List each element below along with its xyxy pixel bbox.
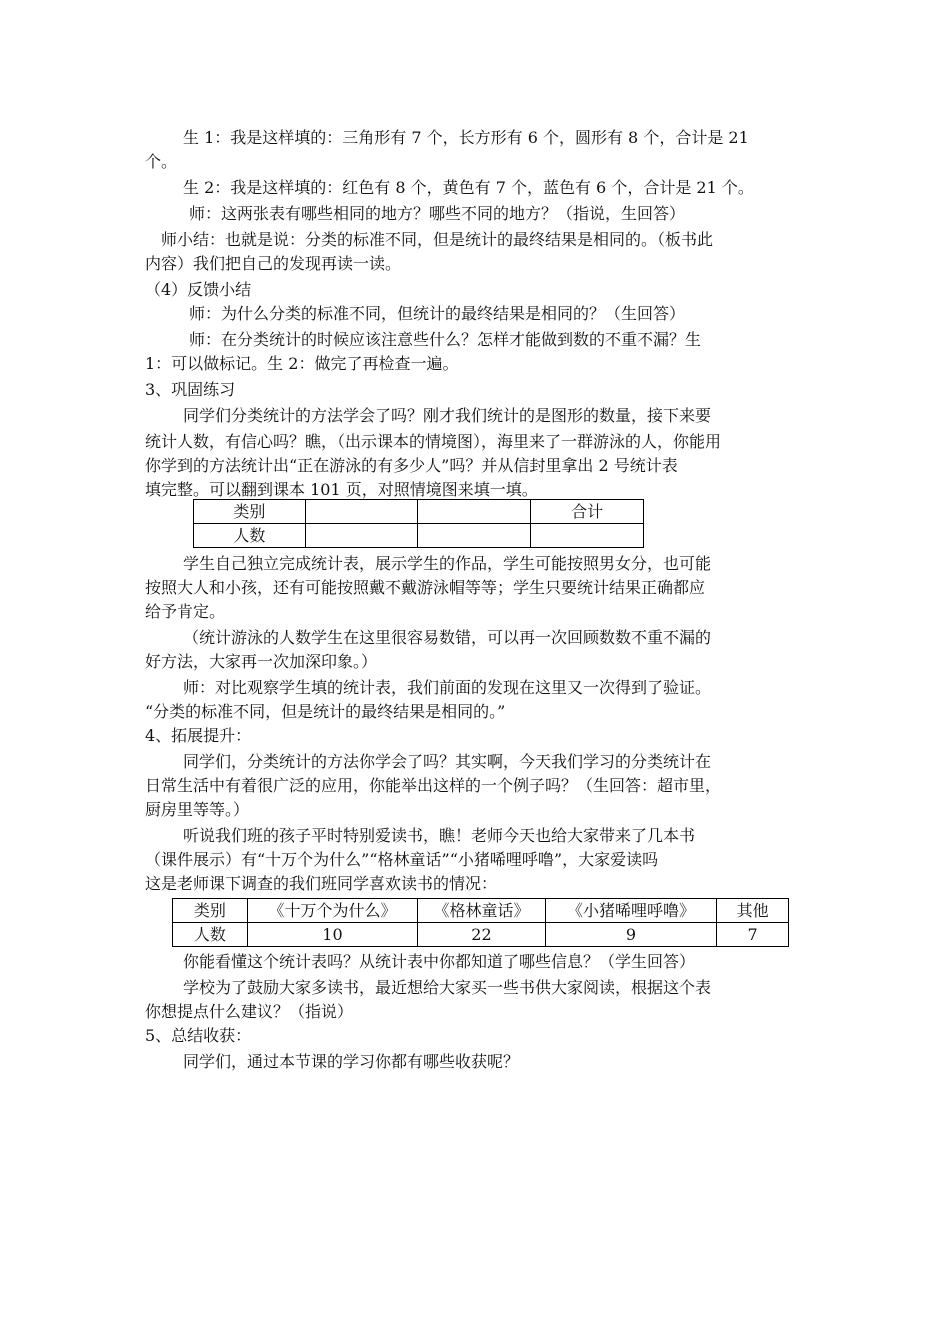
table-row xyxy=(173,899,789,923)
table-cell: 《十万个为什么》 xyxy=(247,899,417,923)
paragraph-line: 同学们分类统计的方法学会了吗？刚才我们统计的是图形的数量，接下来要 xyxy=(183,406,712,425)
paragraph-line: 师：在分类统计的时候应该注意些什么？怎样才能做到数的不重不漏？生 xyxy=(189,330,702,349)
paragraph-line: 同学们，通过本节课的学习你都有哪些收获呢？ xyxy=(183,1052,520,1071)
paragraph-line: （统计游泳的人数学生在这里很容易数错，可以再一次回顾数数不重不漏的 xyxy=(183,628,712,647)
reading-survey-table xyxy=(172,898,789,947)
table-cell: 《格林童话》 xyxy=(418,899,546,923)
paragraph-line: 师：这两张表有哪些相同的地方？哪些不同的地方？（指说，生回答） xyxy=(189,204,686,223)
paragraph-line: 厨房里等等。） xyxy=(145,800,250,819)
paragraph-line: 师：为什么分类的标准不同，但统计的最终结果是相同的？（生回答） xyxy=(189,304,686,323)
paragraph-line: 你想提点什么建议？（指说） xyxy=(145,1002,354,1021)
table-cell: 类别 xyxy=(194,500,306,524)
paragraph-line: 填完整。可以翻到课本 101 页，对照情境图来填一填。 xyxy=(145,480,538,499)
paragraph-line: 日常生活中有着很广泛的应用，你能举出这样的一个例子吗？（生回答：超市里， xyxy=(145,776,722,795)
paragraph-line: 你学到的方法统计出“正在游泳的有多少人”吗？并从信封里拿出 2 号统计表 xyxy=(145,456,678,475)
paragraph-line: （课件展示）有“十万个为什么”“格林童话”“小猪唏哩呼噜”，大家爱读吗 xyxy=(145,850,659,869)
table-row xyxy=(173,923,789,947)
table-cell: 类别 xyxy=(173,899,248,923)
section-heading: （4）反馈小结 xyxy=(145,280,252,299)
table-cell: 10 xyxy=(247,923,417,947)
table-row xyxy=(194,524,644,548)
table-cell[interactable] xyxy=(531,524,644,548)
paragraph-line: 听说我们班的孩子平时特别爱读书，瞧！老师今天也给大家带来了几本书 xyxy=(183,826,696,845)
table-cell[interactable] xyxy=(418,524,531,548)
paragraph-line: 1：可以做标记。生 2：做完了再检查一遍。 xyxy=(145,354,459,373)
paragraph-line: 你能看懂这个统计表吗？从统计表中你都知道了哪些信息？（学生回答） xyxy=(183,952,696,971)
table-cell[interactable] xyxy=(418,500,531,524)
section-heading: 3、巩固练习 xyxy=(145,380,236,399)
section-heading: 4、拓展提升： xyxy=(145,726,252,745)
section-heading: 5、总结收获： xyxy=(145,1026,252,1045)
paragraph-line: 学校为了鼓励大家多读书，最近想给大家买一些书供大家阅读，根据这个表 xyxy=(183,978,712,997)
table-cell: 合计 xyxy=(531,500,644,524)
paragraph-line: 学生自己独立完成统计表，展示学生的作品，学生可能按照男女分，也可能 xyxy=(183,554,712,573)
table-cell: 人数 xyxy=(173,923,248,947)
paragraph-line: 同学们，分类统计的方法你学会了吗？其实啊，今天我们学习的分类统计在 xyxy=(183,752,712,771)
table-cell: 9 xyxy=(545,923,716,947)
paragraph-line: 按照大人和小孩，还有可能按照戴不戴游泳帽等等；学生只要统计结果正确都应 xyxy=(145,578,706,597)
blank-stat-table xyxy=(193,499,644,548)
paragraph-line: 统计人数，有信心吗？瞧，（出示课本的情境图），海里来了一群游泳的人，你能用 xyxy=(145,432,722,451)
paragraph-line: 这是老师课下调查的我们班同学喜欢读书的情况： xyxy=(145,874,498,893)
paragraph-line: 好方法，大家再一次加深印象。） xyxy=(145,652,378,671)
table-cell[interactable] xyxy=(305,500,418,524)
table-cell: 《小猪唏哩呼噜》 xyxy=(545,899,716,923)
paragraph-line: 个。 xyxy=(145,152,178,171)
paragraph-line: 师：对比观察学生填的统计表，我们前面的发现在这里又一次得到了验证。 xyxy=(183,678,712,697)
paragraph-line: “分类的标准不同，但是统计的最终结果是相同的。” xyxy=(145,702,506,721)
table-cell[interactable] xyxy=(305,524,418,548)
table-cell: 其他 xyxy=(717,899,789,923)
table-cell: 人数 xyxy=(194,524,306,548)
paragraph-line: 生 2：我是这样填的：红色有 8 个，黄色有 7 个，蓝色有 6 个，合计是 21 个。 xyxy=(183,178,754,197)
paragraph-line: 内容）我们把自己的发现再读一读。 xyxy=(145,254,402,273)
paragraph-line: 师小结：也就是说：分类的标准不同，但是统计的最终结果是相同的。（板书此 xyxy=(161,230,714,249)
table-cell: 7 xyxy=(717,923,789,947)
paragraph-line: 给予肯定。 xyxy=(145,602,226,621)
table-cell: 22 xyxy=(418,923,546,947)
paragraph-line: 生 1：我是这样填的：三角形有 7 个，长方形有 6 个，圆形有 8 个，合计是 21 xyxy=(183,128,749,147)
table-row xyxy=(194,500,644,524)
